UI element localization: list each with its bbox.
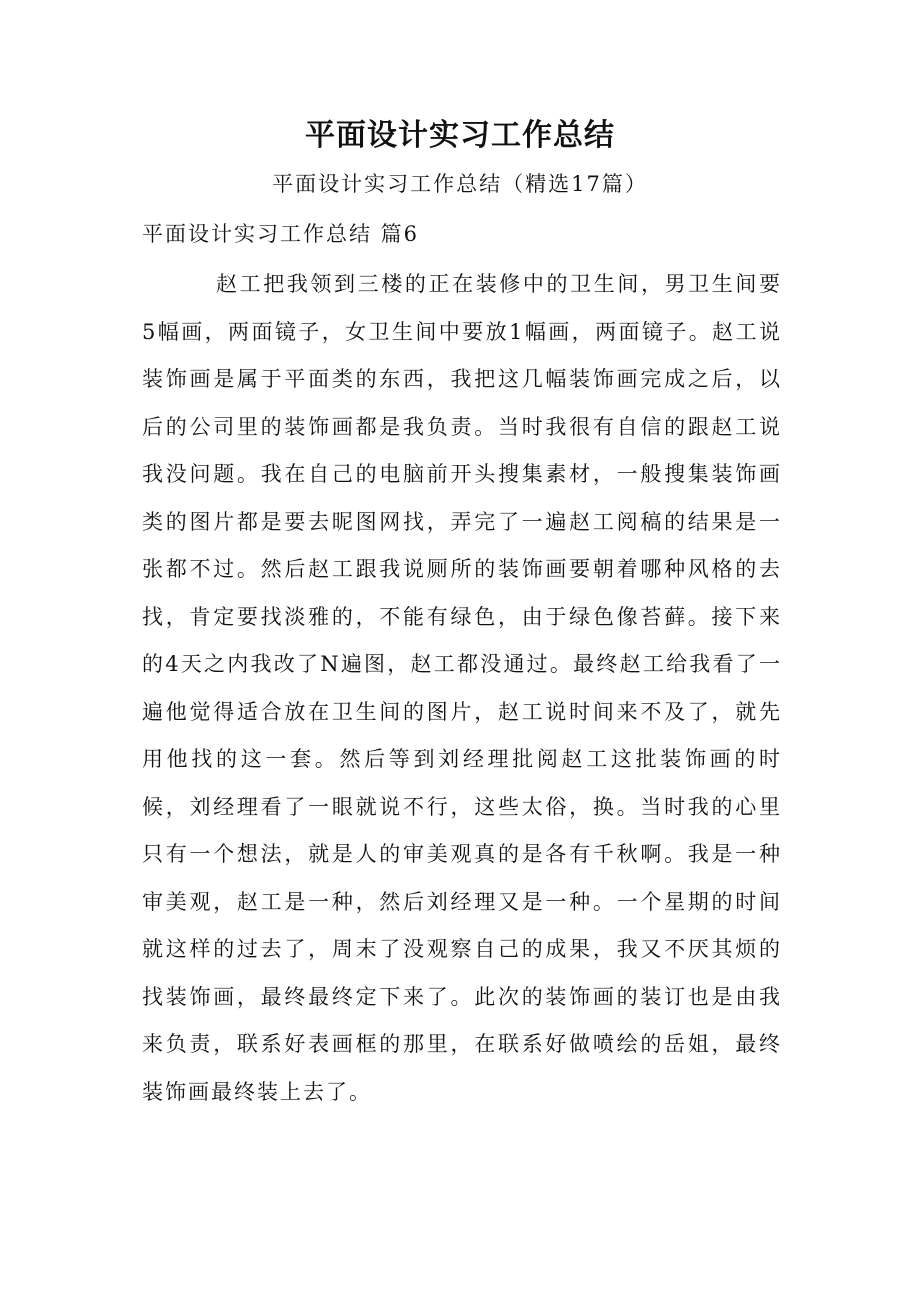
- document-title: 平面设计实习工作总结: [305, 118, 615, 153]
- body-paragraph: 赵工把我领到三楼的正在装修中的卫生间，男卫生间要5幅画，两面镜子，女卫生间中要放1幅画，两面镜子。赵工说装饰画是属于平面类的东西，我把这几幅装饰画完成之后，以后的公司里的装饰画都是我负责。当时我很有自信的跟赵工说我没问题。我在自己的电脑前开头搜集素材，一般搜集装饰画类的图片都是要去昵图网找，弄完了一遍赵工阅稿的结果是一张都不过。然后赵工跟我说厕所的装饰画要朝着哪种风格的去找，肯定要找淡雅的，不能有绿色，由于绿色像苔藓。接下来的4天之内我改了N遍图，赵工都没通过。最终赵工给我看了一遍他觉得适合放在卫生间的图片，赵工说时间来不及了，就先用他找的这一套。然后等到刘经理批阅赵工这批装饰画的时候，刘经理看了一眼就说不行，这些太俗，换。当时我的心里只有一个想法，就是人的审美观真的是各有千秋啊。我是一种审美观，赵工是一种，然后刘经理又是一种。一个星期的时间就这样的过去了，周末了没观察自己的成果，我又不厌其烦的找装饰画，最终最终定下来了。此次的装饰画的装订也是由我来负责，联系好表画框的那里，在联系好做喷绘的岳姐，最终装饰画最终装上去了。: [142, 272, 782, 1104]
- document-subtitle: 平面设计实习工作总结（精选17篇）: [272, 172, 648, 196]
- section-heading: 平面设计实习工作总结 篇6: [142, 222, 420, 246]
